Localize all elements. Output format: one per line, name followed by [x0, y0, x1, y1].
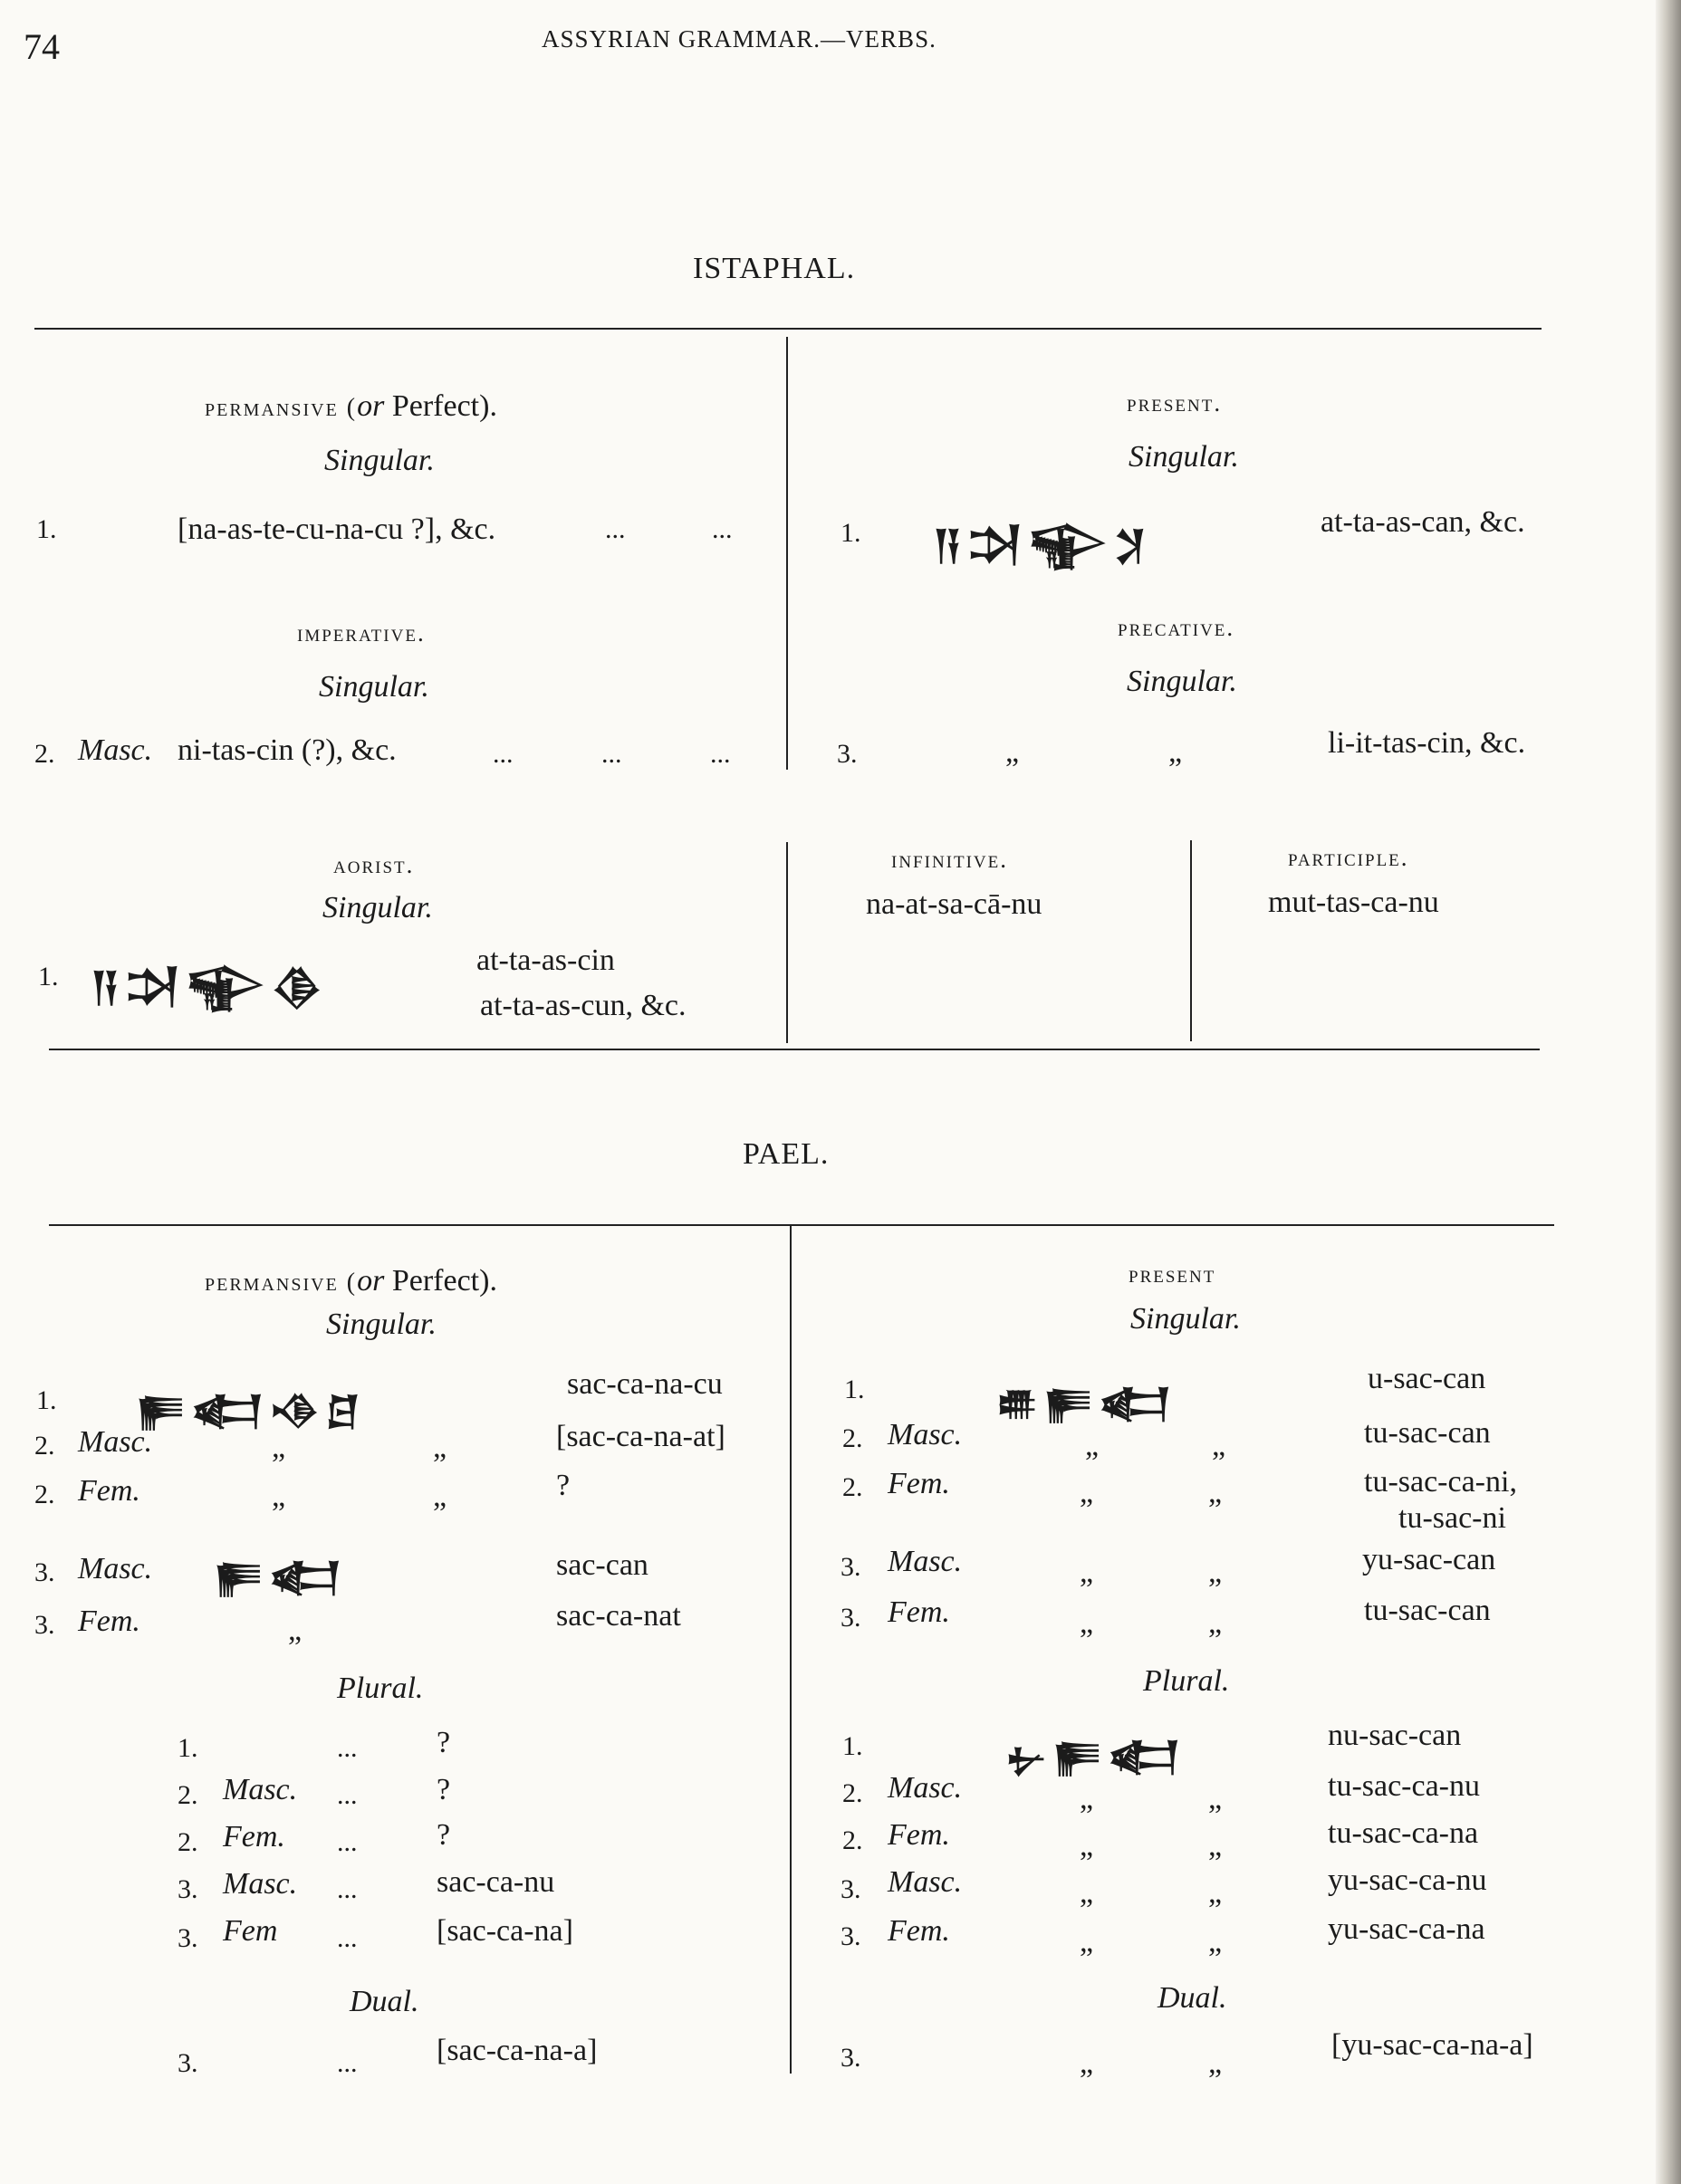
row-num: 2. — [842, 1825, 863, 1855]
row-form: tu-sac-ca-nu — [1328, 1769, 1481, 1803]
ditto-mark: „ — [1208, 1556, 1223, 1589]
ditto-mark: „ — [1212, 1429, 1226, 1462]
ditto-mark: „ — [1080, 1606, 1094, 1640]
pael-present-dual: Dual. — [1157, 1981, 1227, 2015]
section-title-istaphal: ISTAPHAL. — [693, 252, 856, 285]
leader-dots: ... — [337, 1874, 358, 1904]
leader-dots: ... — [337, 1827, 358, 1857]
row-gender: Masc. — [888, 1545, 963, 1578]
leader-dots: ... — [712, 514, 733, 544]
pael-permansive-plural: Plural. — [337, 1672, 424, 1705]
row-form: yu-sac-ca-na — [1328, 1912, 1485, 1946]
row-cuneiform: 𒊓𒅗𒈾𒆪 — [136, 1388, 367, 1434]
istaphal-present-form: at-ta-as-can, &c. — [1321, 505, 1525, 539]
row-num: 2. — [842, 1423, 863, 1453]
ditto-mark: „ — [1080, 1782, 1094, 1815]
ditto-mark: „ — [288, 1614, 303, 1647]
leader-dots: ... — [337, 2048, 358, 2078]
row-num: 2. — [34, 1480, 55, 1509]
page-number: 74 — [24, 26, 60, 67]
istaphal-present-cuneiform: 𒀀𒋫𒊍𒋡 — [933, 522, 1152, 569]
istaphal-aorist-singular: Singular. — [322, 891, 433, 924]
istaphal-permansive-form: [na-as-te-cu-na-cu ?], &c. — [178, 512, 496, 546]
istaphal-aorist-cuneiform: 𒀀𒋫𒊍𒆠 — [91, 964, 328, 1011]
row-form: yu-sac-can — [1362, 1543, 1496, 1576]
ditto-mark: „ — [1080, 1476, 1094, 1509]
ditto-mark: „ — [433, 1480, 447, 1513]
row-gender: Fem — [223, 1914, 278, 1948]
leader-dots: ... — [601, 739, 622, 769]
row-form: ? — [437, 1773, 451, 1806]
leader-dots: ... — [337, 1923, 358, 1953]
istaphal-imperative-heading: imperative. — [297, 619, 426, 647]
istaphal-present-singular: Singular. — [1129, 440, 1239, 474]
row-cuneiform: 𒊓𒅗 — [214, 1555, 348, 1601]
row-num: 3. — [178, 2048, 198, 2078]
ditto-mark: „ — [1005, 735, 1020, 769]
row-form: sac-ca-nat — [556, 1599, 681, 1633]
row-num: 2. — [842, 1778, 863, 1808]
ditto-mark: „ — [1080, 1829, 1094, 1863]
running-title: ASSYRIAN GRAMMAR.—VERBS. — [542, 25, 937, 53]
pael-present-heading: present — [1129, 1260, 1216, 1288]
istaphal-aorist-num: 1. — [38, 962, 59, 991]
row-gender: Masc. — [78, 1552, 153, 1585]
row-gender: Fem. — [888, 1595, 950, 1629]
row-num: 2. — [34, 1431, 55, 1461]
row-form: sac-ca-nu — [437, 1865, 555, 1899]
ditto-mark: „ — [1080, 1556, 1094, 1589]
row-form: sac-can — [556, 1548, 648, 1582]
ditto-mark: „ — [1208, 1829, 1223, 1863]
ditto-mark: „ — [1208, 1606, 1223, 1640]
row-form: u-sac-can — [1368, 1362, 1486, 1395]
row-gender: Masc. — [78, 1425, 153, 1459]
ditto-mark: „ — [1208, 1925, 1223, 1959]
ditto-mark: „ — [433, 1431, 447, 1464]
pael-present-singular: Singular. — [1130, 1302, 1241, 1336]
row-gender: Fem. — [888, 1914, 950, 1948]
istaphal-participle-heading: participle. — [1288, 844, 1409, 871]
istaphal-lower-rule-1 — [786, 842, 788, 1043]
istaphal-center-rule — [786, 337, 788, 770]
row-num: 3. — [178, 1874, 198, 1904]
ditto-mark: „ — [272, 1480, 286, 1513]
ditto-mark: „ — [1168, 735, 1183, 769]
pael-permansive-singular: Singular. — [326, 1308, 437, 1341]
istaphal-imperative-num: 2. — [34, 739, 55, 769]
pael-top-rule — [49, 1224, 1554, 1226]
istaphal-present-num: 1. — [840, 518, 861, 548]
section-title-pael: PAEL. — [743, 1137, 830, 1171]
leader-dots: ... — [605, 514, 626, 544]
leader-dots: ... — [337, 1780, 358, 1810]
istaphal-aorist-form2: at-ta-as-cun, &c. — [480, 989, 687, 1022]
istaphal-infinitive-heading: infinitive. — [891, 846, 1009, 873]
istaphal-top-rule — [34, 328, 1542, 330]
row-gender: Fem. — [223, 1820, 285, 1854]
page-edge-shadow — [1656, 0, 1681, 2184]
row-form: [sac-ca-na-at] — [556, 1420, 725, 1453]
row-gender: Masc. — [223, 1867, 298, 1901]
ditto-mark: „ — [1208, 1876, 1223, 1910]
ditto-mark: „ — [1080, 1876, 1094, 1910]
row-gender: Masc. — [223, 1773, 298, 1806]
istaphal-present-heading: present. — [1127, 389, 1223, 417]
istaphal-imperative-form: ni-tas-cin (?), &c. — [178, 733, 397, 767]
row-form: [sac-ca-na] — [437, 1914, 573, 1948]
istaphal-bottom-rule — [49, 1049, 1540, 1050]
row-num: 1. — [36, 1385, 57, 1415]
istaphal-imperative-singular: Singular. — [319, 670, 429, 704]
pael-center-rule — [790, 1224, 792, 2074]
row-gender: Fem. — [888, 1467, 950, 1500]
row-form: ? — [556, 1469, 571, 1502]
row-form: ? — [437, 1726, 451, 1759]
row-form: yu-sac-ca-nu — [1328, 1863, 1487, 1897]
istaphal-precative-form: li-it-tas-cin, &c. — [1328, 726, 1526, 760]
row-gender: Fem. — [888, 1818, 950, 1852]
row-form: tu-sac-can — [1364, 1416, 1491, 1450]
leader-dots: ... — [710, 739, 731, 769]
row-form: [sac-ca-na-a] — [437, 2034, 598, 2067]
row-form: sac-ca-na-cu — [567, 1367, 723, 1401]
leader-dots: ... — [493, 739, 514, 769]
row-num: 3. — [178, 1923, 198, 1953]
row-num: 2. — [178, 1780, 198, 1810]
istaphal-infinitive-form: na-at-sa-cā-nu — [866, 887, 1042, 921]
row-num: 3. — [840, 1552, 861, 1582]
row-num: 1. — [844, 1375, 865, 1404]
row-form: tu-sac-ca-ni, — [1364, 1465, 1517, 1499]
ditto-mark: „ — [1208, 2046, 1223, 2080]
row-num: 3. — [34, 1610, 55, 1640]
row-num: 3. — [840, 2043, 861, 2073]
istaphal-permansive-heading: permansive (or Perfect). — [205, 389, 497, 423]
pael-present-plural: Plural. — [1143, 1664, 1230, 1698]
row-cuneiform: 𒉡𒊓𒅗 — [1005, 1734, 1186, 1780]
ditto-mark: „ — [272, 1431, 286, 1464]
istaphal-permansive-singular: Singular. — [324, 444, 435, 477]
ditto-mark: „ — [1208, 1782, 1223, 1815]
pael-permansive-dual: Dual. — [350, 1985, 419, 2018]
row-gender: Masc. — [888, 1418, 963, 1451]
row-gender: Fem. — [78, 1604, 140, 1638]
row-gender: Masc. — [888, 1865, 963, 1899]
row-num: 1. — [178, 1733, 198, 1763]
istaphal-permansive-num: 1. — [36, 514, 57, 544]
row-num: 1. — [842, 1731, 863, 1761]
leader-dots: ... — [337, 1733, 358, 1763]
row-gender: Masc. — [888, 1771, 963, 1805]
row-form: nu-sac-can — [1328, 1719, 1462, 1752]
istaphal-precative-heading: precative. — [1118, 614, 1235, 641]
istaphal-aorist-heading: aorist. — [333, 851, 415, 878]
row-form: ? — [437, 1818, 451, 1852]
istaphal-lower-rule-2 — [1190, 840, 1192, 1041]
istaphal-participle-form: mut-tas-ca-nu — [1268, 886, 1439, 919]
row-num: 2. — [178, 1827, 198, 1857]
row-gender: Fem. — [78, 1474, 140, 1508]
ditto-mark: „ — [1085, 1429, 1100, 1462]
istaphal-imperative-gender: Masc. — [78, 733, 153, 767]
row-num: 3. — [34, 1557, 55, 1587]
row-num: 3. — [840, 1874, 861, 1904]
row-form-cont: tu-sac-ni — [1398, 1501, 1506, 1535]
istaphal-aorist-form1: at-ta-as-cin — [476, 944, 615, 977]
row-num: 2. — [842, 1472, 863, 1502]
row-cuneiform: 𒌑𒊓𒅗 — [996, 1381, 1177, 1427]
pael-permansive-heading: permansive (or Perfect). — [205, 1264, 497, 1298]
ditto-mark: „ — [1080, 2046, 1094, 2080]
istaphal-precative-num: 3. — [837, 739, 858, 769]
row-num: 3. — [840, 1921, 861, 1951]
row-num: 3. — [840, 1603, 861, 1633]
ditto-mark: „ — [1080, 1925, 1094, 1959]
row-form: tu-sac-ca-na — [1328, 1816, 1479, 1850]
ditto-mark: „ — [1208, 1476, 1223, 1509]
row-form: tu-sac-can — [1364, 1594, 1491, 1627]
istaphal-precative-singular: Singular. — [1127, 665, 1237, 698]
row-form: [yu-sac-ca-na-a] — [1331, 2028, 1533, 2062]
